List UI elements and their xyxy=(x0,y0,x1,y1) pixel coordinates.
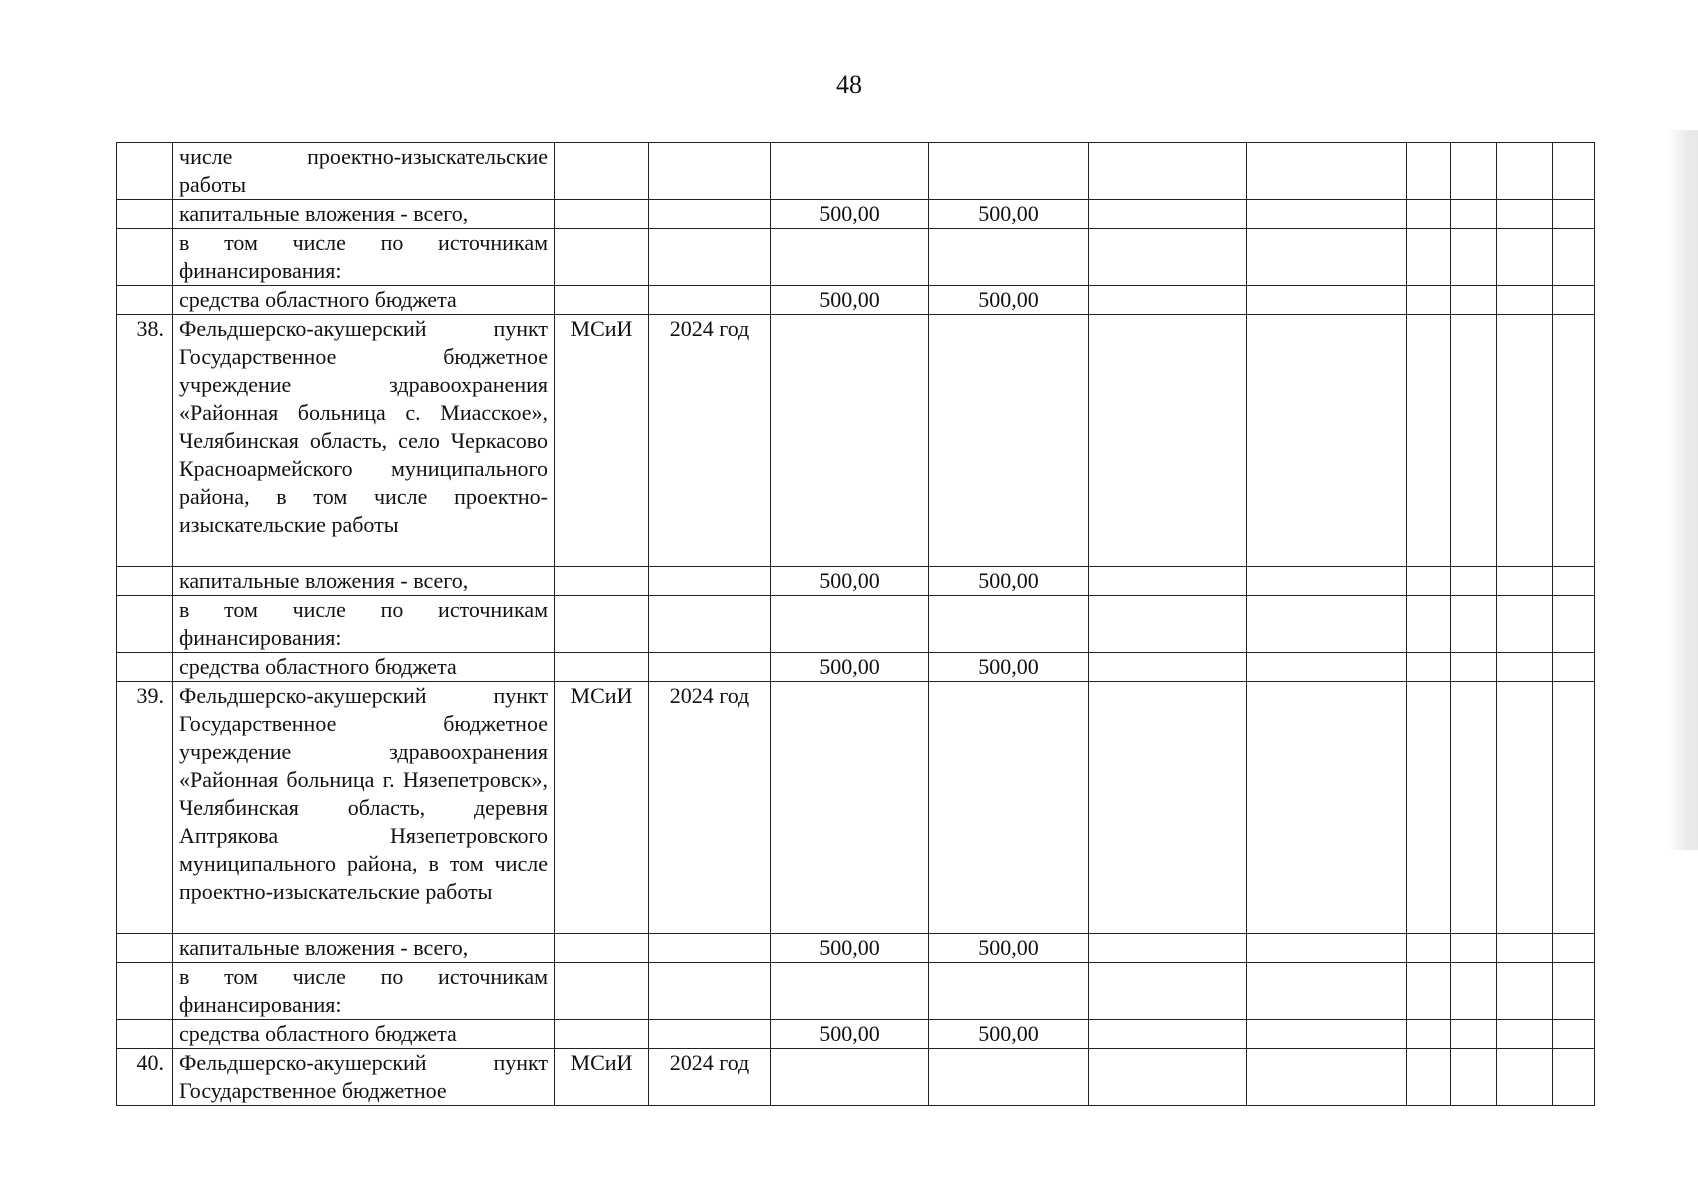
empty-cell xyxy=(1497,1020,1553,1049)
row-number-cell: 39. xyxy=(117,682,173,934)
empty-cell xyxy=(1247,143,1407,200)
empty-cell xyxy=(1451,963,1497,1020)
empty-cell xyxy=(1407,567,1451,596)
empty-cell xyxy=(1553,1049,1595,1106)
table-row xyxy=(117,1049,1595,1106)
empty-cell xyxy=(1089,286,1247,315)
row-value2-cell xyxy=(929,143,1089,200)
empty-cell xyxy=(1407,682,1451,934)
row-customer-cell xyxy=(555,1020,649,1049)
row-name-cell: средства областного бюджета xyxy=(173,286,555,315)
row-value1-cell: 500,00 xyxy=(771,567,929,596)
empty-cell xyxy=(1089,200,1247,229)
row-number-cell xyxy=(117,934,173,963)
empty-cell xyxy=(1497,934,1553,963)
empty-cell xyxy=(1553,653,1595,682)
empty-cell xyxy=(1247,596,1407,653)
table-row xyxy=(117,653,1595,682)
empty-cell xyxy=(1247,200,1407,229)
row-customer-cell xyxy=(555,200,649,229)
row-value2-cell: 500,00 xyxy=(929,200,1089,229)
empty-cell xyxy=(1497,567,1553,596)
row-year-cell xyxy=(649,596,771,653)
row-customer-cell xyxy=(555,143,649,200)
row-number-cell xyxy=(117,596,173,653)
row-year-cell xyxy=(649,653,771,682)
table-body xyxy=(117,143,1595,1106)
empty-cell xyxy=(1247,567,1407,596)
row-value2-cell: 500,00 xyxy=(929,286,1089,315)
empty-cell xyxy=(1497,229,1553,286)
row-number-cell xyxy=(117,1020,173,1049)
row-value2-cell: 500,00 xyxy=(929,567,1089,596)
row-year-cell xyxy=(649,286,771,315)
empty-cell xyxy=(1089,1020,1247,1049)
row-value1-cell xyxy=(771,682,929,934)
row-year-cell: 2024 год xyxy=(649,682,771,934)
empty-cell xyxy=(1247,682,1407,934)
row-value2-cell: 500,00 xyxy=(929,934,1089,963)
table-row xyxy=(117,143,1595,200)
empty-cell xyxy=(1497,682,1553,934)
empty-cell xyxy=(1553,229,1595,286)
row-year-cell xyxy=(649,1020,771,1049)
empty-cell xyxy=(1247,934,1407,963)
empty-cell xyxy=(1451,1049,1497,1106)
empty-cell xyxy=(1497,1049,1553,1106)
row-customer-cell xyxy=(555,934,649,963)
row-number-cell xyxy=(117,143,173,200)
row-name-cell: средства областного бюджета xyxy=(173,653,555,682)
row-year-cell xyxy=(649,963,771,1020)
empty-cell xyxy=(1089,963,1247,1020)
empty-cell xyxy=(1451,200,1497,229)
row-value2-cell xyxy=(929,315,1089,567)
row-number-cell xyxy=(117,653,173,682)
empty-cell xyxy=(1089,653,1247,682)
row-name-cell: Фельдшерско-акушерский пункт Государственное бюджетное учреждение здравоохранения «Районная больница г. Нязепетровск», Челябинская область, деревня Аптрякова Нязепетровского муниципального района, в том числе проектно-изыскательские работы xyxy=(173,682,555,934)
row-value1-cell: 500,00 xyxy=(771,653,929,682)
row-name-cell: в том числе по источникам финансирования: xyxy=(173,229,555,286)
empty-cell xyxy=(1451,653,1497,682)
empty-cell xyxy=(1553,567,1595,596)
row-name-cell: числе проектно-изыскательские работы xyxy=(173,143,555,200)
empty-cell xyxy=(1407,934,1451,963)
empty-cell xyxy=(1451,143,1497,200)
table-row xyxy=(117,934,1595,963)
empty-cell xyxy=(1451,229,1497,286)
row-customer-cell: МСиИ xyxy=(555,682,649,934)
row-customer-cell xyxy=(555,286,649,315)
row-number-cell xyxy=(117,229,173,286)
empty-cell xyxy=(1451,286,1497,315)
empty-cell xyxy=(1497,200,1553,229)
row-year-cell xyxy=(649,229,771,286)
empty-cell xyxy=(1407,1020,1451,1049)
empty-cell xyxy=(1407,200,1451,229)
empty-cell xyxy=(1497,143,1553,200)
empty-cell xyxy=(1407,1049,1451,1106)
row-number-cell xyxy=(117,286,173,315)
empty-cell xyxy=(1247,963,1407,1020)
empty-cell xyxy=(1247,653,1407,682)
row-value1-cell xyxy=(771,963,929,1020)
row-customer-cell xyxy=(555,963,649,1020)
empty-cell xyxy=(1247,1020,1407,1049)
table-row xyxy=(117,682,1595,934)
table-row xyxy=(117,596,1595,653)
row-customer-cell xyxy=(555,567,649,596)
empty-cell xyxy=(1407,963,1451,1020)
row-value1-cell: 500,00 xyxy=(771,1020,929,1049)
row-name-cell: Фельдшерско-акушерский пункт Государственное бюджетное xyxy=(173,1049,555,1106)
row-customer-cell xyxy=(555,596,649,653)
table-row xyxy=(117,200,1595,229)
row-customer-cell: МСиИ xyxy=(555,315,649,567)
row-value1-cell: 500,00 xyxy=(771,286,929,315)
table-row xyxy=(117,286,1595,315)
empty-cell xyxy=(1451,567,1497,596)
row-value2-cell xyxy=(929,963,1089,1020)
table-row xyxy=(117,229,1595,286)
empty-cell xyxy=(1553,200,1595,229)
row-number-cell: 38. xyxy=(117,315,173,567)
row-year-cell xyxy=(649,200,771,229)
empty-cell xyxy=(1089,143,1247,200)
row-value2-cell: 500,00 xyxy=(929,653,1089,682)
row-value1-cell: 500,00 xyxy=(771,200,929,229)
row-customer-cell xyxy=(555,229,649,286)
row-value2-cell xyxy=(929,596,1089,653)
empty-cell xyxy=(1553,1020,1595,1049)
row-customer-cell xyxy=(555,653,649,682)
empty-cell xyxy=(1553,286,1595,315)
scan-edge-shadow xyxy=(1668,130,1698,850)
empty-cell xyxy=(1497,286,1553,315)
empty-cell xyxy=(1407,286,1451,315)
budget-table xyxy=(116,142,1595,1106)
empty-cell xyxy=(1407,596,1451,653)
row-name-cell: в том числе по источникам финансирования: xyxy=(173,596,555,653)
empty-cell xyxy=(1451,934,1497,963)
empty-cell xyxy=(1089,315,1247,567)
row-value1-cell xyxy=(771,315,929,567)
empty-cell xyxy=(1497,653,1553,682)
empty-cell xyxy=(1089,682,1247,934)
row-value2-cell xyxy=(929,229,1089,286)
empty-cell xyxy=(1497,596,1553,653)
row-value2-cell: 500,00 xyxy=(929,1020,1089,1049)
empty-cell xyxy=(1247,229,1407,286)
row-year-cell: 2024 год xyxy=(649,1049,771,1106)
empty-cell xyxy=(1451,1020,1497,1049)
row-name-cell: капитальные вложения - всего, xyxy=(173,934,555,963)
empty-cell xyxy=(1407,143,1451,200)
empty-cell xyxy=(1089,934,1247,963)
empty-cell xyxy=(1247,286,1407,315)
row-value1-cell xyxy=(771,229,929,286)
row-year-cell xyxy=(649,143,771,200)
row-name-cell: капитальные вложения - всего, xyxy=(173,200,555,229)
empty-cell xyxy=(1089,567,1247,596)
empty-cell xyxy=(1407,229,1451,286)
row-number-cell: 40. xyxy=(117,1049,173,1106)
row-number-cell xyxy=(117,567,173,596)
row-value1-cell xyxy=(771,143,929,200)
empty-cell xyxy=(1451,596,1497,653)
row-value2-cell xyxy=(929,1049,1089,1106)
empty-cell xyxy=(1247,315,1407,567)
table-row xyxy=(117,1020,1595,1049)
row-year-cell: 2024 год xyxy=(649,315,771,567)
row-customer-cell: МСиИ xyxy=(555,1049,649,1106)
empty-cell xyxy=(1247,1049,1407,1106)
empty-cell xyxy=(1497,963,1553,1020)
empty-cell xyxy=(1089,229,1247,286)
row-value1-cell: 500,00 xyxy=(771,934,929,963)
row-number-cell xyxy=(117,200,173,229)
empty-cell xyxy=(1089,596,1247,653)
empty-cell xyxy=(1451,682,1497,934)
empty-cell xyxy=(1553,963,1595,1020)
empty-cell xyxy=(1407,315,1451,567)
empty-cell xyxy=(1089,1049,1247,1106)
row-year-cell xyxy=(649,567,771,596)
row-value1-cell xyxy=(771,1049,929,1106)
table-row xyxy=(117,963,1595,1020)
row-value1-cell xyxy=(771,596,929,653)
row-number-cell xyxy=(117,963,173,1020)
row-year-cell xyxy=(649,934,771,963)
empty-cell xyxy=(1553,143,1595,200)
row-name-cell: Фельдшерско-акушерский пункт Государственное бюджетное учреждение здравоохранения «Районная больница с. Миасское», Челябинская область, село Черкасово Красноармейского муниципального района, в том числе проектно-изыскательские работы xyxy=(173,315,555,567)
row-name-cell: капитальные вложения - всего, xyxy=(173,567,555,596)
table-row xyxy=(117,315,1595,567)
empty-cell xyxy=(1497,315,1553,567)
row-name-cell: средства областного бюджета xyxy=(173,1020,555,1049)
empty-cell xyxy=(1553,315,1595,567)
empty-cell xyxy=(1407,653,1451,682)
row-value2-cell xyxy=(929,682,1089,934)
empty-cell xyxy=(1451,315,1497,567)
table-row xyxy=(117,567,1595,596)
page-number: 48 xyxy=(836,70,862,99)
empty-cell xyxy=(1553,596,1595,653)
empty-cell xyxy=(1553,934,1595,963)
empty-cell xyxy=(1553,682,1595,934)
row-name-cell: в том числе по источникам финансирования: xyxy=(173,963,555,1020)
